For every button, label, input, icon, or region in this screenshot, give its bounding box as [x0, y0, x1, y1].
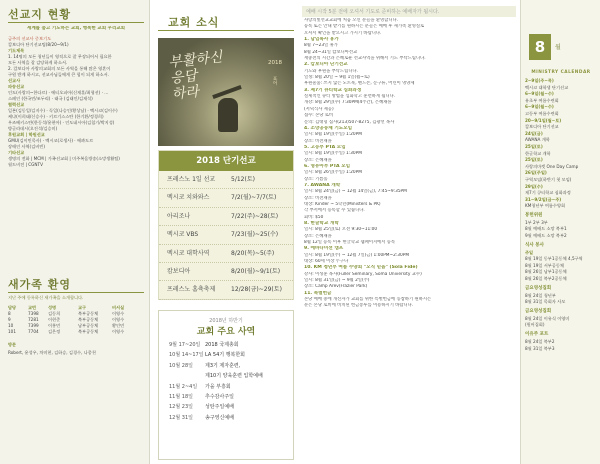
announcement-line: 실제적인 큐티 방법을 심화학고 훈련하게 됩니다.: [304, 94, 396, 100]
schedule-date: 5/12(토): [231, 176, 255, 183]
announcement-line: 접수: 본당 로비: [304, 113, 334, 119]
news-right-column: [298, 0, 520, 464]
table-cell: 이영수: [112, 317, 125, 322]
announcement-line: 등록 또는 안내 받기를 원하시는 분들은 예배 후 새가족 환영실로: [304, 24, 425, 30]
event-date: 12월 31일: [169, 414, 193, 421]
schedule-title: 2018 단기선교: [159, 151, 293, 171]
announcement-heading: 7. AWANA 개학: [304, 182, 341, 188]
mission-list: [8, 36, 146, 168]
announcement-line: 장소: 기쁨홀: [304, 176, 328, 182]
news-title-divider: [158, 30, 294, 31]
month-suffix: 월: [555, 44, 561, 51]
calendar-list: [525, 78, 599, 352]
calendar-title: MINISTRY CALENDAR: [531, 70, 591, 75]
announcement-line: 기도와 후원을 부탁드립니다.: [304, 68, 358, 74]
calendar-date: 29일(수): [525, 183, 543, 189]
mission-line: 방글라데시(오진석/김승미): [8, 126, 58, 131]
event-row: [159, 340, 293, 350]
mission-line: 월드비전 | CGNTV: [8, 162, 43, 167]
event-name: 2018 국제총회: [205, 342, 239, 348]
mission-line: 모든 사역을 잘 감당하게 하소서.: [8, 60, 68, 65]
mission-title: 선교지 현황: [8, 8, 71, 21]
friday-service-2-line: (원어집회): [525, 322, 545, 328]
announcement-line: 일시: 8월 26일(주일) 1:20PM: [304, 170, 362, 176]
table-cell: 남부공동체: [78, 323, 99, 328]
schedule-row: [159, 208, 293, 226]
table-cell: 이홍민: [48, 323, 61, 328]
event-name: 제3기 제자훈련,: [205, 362, 241, 369]
table-cell: 김동희: [48, 311, 61, 316]
meal-line: 8월 19일 동부1공동체 4,5구역: [525, 256, 583, 262]
announcement-line: 일시: 8월 24일(금) ~ 12월 14일(금), 7:45~9:35PM: [304, 189, 407, 195]
calendar-date: 20~9/1일(월~토): [525, 117, 562, 123]
announcement-heading: 4. 소망공동체 기도모임: [304, 125, 353, 131]
motto-poster: [158, 38, 294, 146]
poster-caption: 표어: [272, 76, 277, 85]
announcement-line: 재충전의 시간과 은혜로운 선교사역을 위해서 기도 부탁드립니다.: [304, 56, 426, 62]
friday-service-2-title: 금요영성집회: [525, 308, 552, 314]
calendar-event: 고등부 여름수련회: [525, 110, 559, 116]
meal-line: 8월 26일 북부2공동체: [525, 276, 567, 282]
calendar-event: 사랑의마켓 One Day Camp: [525, 163, 579, 169]
poster-calligraphy: 부활하신 응답 하라: [167, 49, 224, 103]
table-cell: 이현준: [48, 317, 61, 322]
event-date: 12월 23일: [169, 404, 193, 411]
announcement-heading: 3. 제7기 큐티학교 심화과정: [304, 87, 362, 93]
poster-figure: [218, 98, 238, 132]
calendar-event: 유초부 여름수련회: [525, 97, 559, 103]
table-cell: 8: [8, 311, 11, 316]
schedule-row: [159, 171, 293, 189]
mission-line: 장애인 사역(김비빈): [8, 144, 45, 149]
mission-line: GMU(김이민목사) · 멕시코(로생사) · 에콰도르: [8, 138, 94, 143]
announcement-line: 일시: 8월 19일(주일) 1:30PM: [304, 151, 362, 157]
mission-line: 후원교회 | 학원선교: [8, 132, 45, 137]
table-cell: 9: [8, 317, 11, 322]
announcement-heading: 8. 한글학교 개학: [304, 221, 339, 226]
announcement-line: 후원물품: 쓰지 않는 노트북, 핸드폰, 문구류, 어린이 영양제: [304, 81, 415, 87]
offering-line: 1부 2부 3부: [525, 219, 548, 225]
calendar-date: 25일(토): [525, 157, 543, 163]
mission-line: 우즈베키스탄(한동석/윤현아) · 인도네시아(김철기/박지성): [8, 120, 115, 125]
event-name: 성탄주일예배: [205, 404, 234, 411]
friday-service-2-line: 8월 24일 이유식 이영미: [525, 315, 570, 321]
announcement-line: 일시: 8월 19일(주일) 1:20PM: [304, 132, 362, 138]
event-row: [159, 350, 293, 360]
events-box: [158, 310, 294, 460]
announcement-line: 각 부서에서 등록할 수 있습니다.: [304, 208, 365, 214]
announcement-list: [304, 18, 516, 310]
event-name: 추수감사주일: [205, 394, 234, 401]
announcement-heading: 1. 담임목사 휴가: [304, 37, 339, 43]
mission-schedule: [158, 150, 294, 300]
calendar-event: 구역모임(하반기 첫 모임): [525, 176, 572, 182]
usher-line: 8월 24일 북부2: [525, 339, 555, 344]
calendar-event: 제7기 큐티학교 심화과정: [525, 190, 571, 196]
announcement-line: 본당 예배 중에 개신자가 교회를 위한 특별헌금에 동참하기 원하시는: [304, 297, 432, 303]
table-row: [8, 329, 144, 335]
event-date: [169, 371, 205, 381]
schedule-date: 8/20(월)~9/1(토): [231, 268, 281, 276]
announcement-line: 8월 24~31일 캄보디아선교: [304, 49, 358, 55]
announcement-line: 장소: Camp Arev(Frazier Park): [304, 284, 368, 290]
announcement-line: 장소: 은혜채플: [304, 157, 332, 163]
worship-notice: 예배 시작 5분 전에 오셔서 기도로 준비하는 예배자가 됩시다.: [302, 6, 516, 17]
title-divider: [8, 22, 144, 23]
table-cell: 이영수: [112, 311, 125, 316]
announcement-line: 대상: 60세 이상 누구나: [304, 259, 349, 265]
announcement-line: 사랑의빛선교교회에 처음 오신 분들을 환영합니다.: [304, 18, 398, 23]
schedule-name: 프레스노 1일 선교: [167, 176, 216, 183]
mission-column: [0, 0, 150, 464]
event-date: 10월 14~17일: [169, 352, 204, 359]
announcement-line: 장소: 비전채플: [304, 195, 332, 201]
offering-title: 봉헌위원: [525, 212, 543, 218]
calendar-event: 캄보디아 단기선교: [525, 124, 559, 130]
table-cell: 101: [8, 329, 16, 334]
table-cell: 황인민: [112, 323, 125, 328]
table-header-cell: 담당: [8, 305, 17, 310]
announcement-heading: 6. 영유아부 PTA 모임: [304, 163, 351, 169]
event-row: [159, 402, 293, 412]
table-cell: 북부공동체: [78, 311, 99, 316]
announcement-heading: 10. KM 청년부 여름 수양회 "오직 믿음" (Sola Fide): [304, 265, 418, 271]
event-name: LA 54기 행복한회: [205, 352, 246, 359]
schedule-row: [159, 226, 293, 244]
announcement-heading: 2. 캄보디아 단기선교: [304, 62, 348, 68]
table-header-cell: 성명: [48, 305, 57, 310]
announcement-line: 오셔서 확인을 받으시고 가시기 바랍니다.: [304, 30, 382, 36]
table-cell: 10: [8, 323, 14, 328]
announcement-heading: 9. 에바다미션 캠프: [304, 246, 344, 252]
table-header-cell: 비서실: [112, 305, 125, 310]
calendar-date: 31~9/2일(금~주): [525, 196, 562, 202]
event-name: 송구영신예배: [205, 414, 234, 421]
mission-line: 기타선교: [8, 150, 25, 155]
table-cell: 7399: [28, 323, 39, 328]
visitors-list: Robert, 윤성우, 차미현, 김하승, 김경수, 나종천: [8, 350, 96, 355]
visitors-label: 방문: [8, 342, 17, 347]
calendar-event: 한글학교 개학: [525, 150, 551, 156]
schedule-row: [159, 189, 293, 207]
mission-line: 스페인 (한국민/조두리) · 태국 (김태인/김재석): [8, 96, 93, 101]
offering-line: 9월 예배드 소망 북부2: [525, 233, 567, 239]
announcement-line: 문의: 김대형 집사(213)507-8275, 김광선 목사: [304, 119, 395, 125]
mission-line: 캄보디아 단기선교팀(8/20~9/1): [8, 42, 69, 47]
calendar-event: AWANA 개학: [525, 137, 550, 143]
table-cell: 이영수: [112, 329, 125, 334]
calendar-event: KM청년부 여름수양회: [525, 203, 566, 209]
calendar-date: 24일(금): [525, 130, 543, 136]
table-cell: 김은정: [48, 329, 61, 334]
event-name: 가을 부흥회: [205, 383, 231, 390]
calendar-column: [520, 0, 600, 464]
events-subtitle: 2018년 하반기: [209, 318, 243, 324]
announcement-line: 일시: 8월 19일(주) ~ 12월 7일(금) 1:00PM~2:30PM: [304, 252, 410, 258]
schedule-date: 7/22(주)~28(토): [231, 212, 279, 220]
table-cell: 북부공동체: [78, 329, 99, 334]
mission-line: 구원 받게 하시고, 선교사님들에게 큰 힘이 되게 하소서.: [8, 72, 109, 77]
table-cell: 북부공동체: [78, 317, 99, 322]
calendar-date: 25일(토): [525, 143, 543, 149]
friday-service-title: 금요영성집회: [525, 285, 552, 291]
usher-line: 8월 31일 북부3: [525, 345, 555, 351]
schedule-date: 7/2(월)~7/7(토): [231, 194, 277, 202]
table-header-cell: 교구: [78, 305, 87, 310]
event-row: [159, 361, 293, 371]
table-cell: 7281: [28, 317, 39, 322]
welcome-subtitle: 지난 주에 등록하신 새가족을 소개합니다.: [8, 295, 84, 300]
news-title: 교회 소식: [168, 16, 220, 29]
calendar-event: 멕시코 대학생 단기선교: [525, 84, 569, 90]
table-header-cell: 교번: [28, 305, 37, 310]
event-row: [159, 371, 293, 381]
announcement-line: 8월 12일 등록 이후 한글학교 웹페이지에서 등록: [304, 240, 396, 246]
announcement-line: 일시: 8월 31일(금) ~ 9월 2일(주): [304, 278, 370, 284]
welcome-divider: [8, 292, 144, 293]
announcement-line: (저녁식사 제공): [304, 106, 334, 112]
schedule-name: 멕시코 VBS: [167, 231, 199, 239]
calendar-date: 2~9일(주~목): [525, 78, 554, 83]
mission-subtitle: 세계를 품고 기도하는 교회, 행복한 교회 우리교회: [26, 26, 126, 31]
schedule-row: [159, 245, 293, 263]
meal-title: 식사 봉사: [525, 242, 544, 248]
news-left-column: [150, 0, 298, 464]
announcement-heading: 11. 특별헌금: [304, 290, 332, 296]
mission-line: 생명의 전화 | MCM | 가족선교회 | 미주복음방송(소망생활팀): [8, 156, 120, 161]
schedule-name: 멕시코 치와와스: [167, 194, 210, 202]
meal-line: 8월 19일 서부공동체: [525, 262, 564, 268]
friday-service-line: 8월 24일 청년부: [525, 292, 556, 298]
event-date: 11월 2~4일: [169, 383, 198, 390]
calendar-date: 26일(주일): [525, 170, 547, 176]
schedule-name: 캄보디아: [167, 268, 191, 276]
event-date: 11월 18일: [169, 394, 193, 401]
events-title: 교회 주요 사역: [196, 327, 256, 337]
schedule-date: 7/23(월)~25(수): [231, 231, 279, 239]
friday-service-line: 8월 31일 목회자 사모: [525, 299, 566, 305]
event-row: [159, 382, 293, 392]
meal-line: 8월 26일 남부1공동체: [525, 269, 567, 275]
mission-line: 협력선교: [8, 102, 25, 107]
event-row: [159, 392, 293, 402]
event-date: 10월 28일: [169, 362, 193, 369]
schedule-date: 12/28(금)~29(토): [231, 286, 282, 294]
mission-line: 파송선교: [8, 84, 25, 89]
schedule-row: [159, 281, 293, 299]
event-row: [159, 413, 293, 423]
announcement-line: 8월 7~23일 휴가: [304, 43, 338, 49]
meal-label: 주일: [525, 249, 534, 255]
poster-year: 2018: [268, 60, 282, 66]
mission-line: 일본(김동일/김지수) · 독일(나승인/황상남) · 멕시코(김이수): [8, 108, 118, 113]
table-cell: 7398: [28, 311, 39, 316]
schedule-row: [159, 263, 293, 281]
announcement-line: 회비: $50: [304, 214, 324, 220]
calendar-date: 6~9일(월~수): [525, 91, 554, 97]
calendar-date: 6~9일(월~수): [525, 104, 554, 110]
announcement-line: 개강: 8월 29일(수) 7:30PM(4주간), 은혜채플: [304, 100, 392, 106]
announcement-line: 장소: 비전채플: [304, 138, 332, 144]
events-list: [159, 340, 293, 423]
announcement-line: 강사: 이성훈 목사(Fuller Seminary, Soma University 교수): [304, 271, 422, 277]
schedule-name: 프레스노 홈츅축제: [167, 286, 216, 294]
newcomer-table: [8, 305, 144, 335]
mission-line: 선교사: [8, 78, 21, 83]
schedule-date: 8/20(목)~5(주): [231, 249, 275, 257]
mission-line: 금주의 선교사 중보기도: [8, 36, 52, 41]
offering-line: 8월 예배드 소망 북부1: [525, 226, 567, 232]
mission-line: 기도제목: [8, 48, 25, 53]
announcement-line: 대상: Kinder ~ 5학년(Ministers & PK): [304, 201, 381, 207]
mission-line: 1. 14명의 모든 청년들이 영적으로 잘 무장되어서 필요한: [8, 54, 112, 59]
mission-line: 케냐(이희태/신승수) · 키르기스스탄 (한기환/정경희): [8, 114, 104, 119]
event-date: 9월 17~20일: [169, 342, 201, 348]
schedule-rows: [159, 171, 293, 300]
announcement-heading: 5. 고등부 PTA 모임: [304, 144, 346, 150]
event-name: 제10기 양육훈련 입학예배: [205, 373, 263, 380]
mission-line: 인도(사랑의~한다르) · 에티오피아(신재훈/최형선) · ...: [8, 90, 109, 95]
usher-title: 이유주 포트: [525, 332, 549, 337]
schedule-name: 멕시코 대학사역: [167, 249, 210, 257]
welcome-title: 새가족 환영: [8, 278, 71, 291]
announcement-line: 분은 본당 로비에 비치된 헌금봉투를 이용하시기 바랍니다.: [304, 303, 414, 309]
schedule-name: 아리조나: [167, 212, 191, 220]
mission-line: 2. 캄보디아 사랑의교회의 모든 사역을 통해 많은 영혼이: [8, 66, 111, 71]
announcement-line: 일시: 8월 25일(토) 오전 9:30~11:00: [304, 227, 378, 233]
table-cell: 7704: [28, 329, 39, 334]
announcement-line: 장소: 은혜채플: [304, 233, 332, 239]
announcement-line: 일정: 8월 20일 ~ 9월 1일(월~토): [304, 75, 370, 81]
month-number: 8: [529, 34, 551, 60]
